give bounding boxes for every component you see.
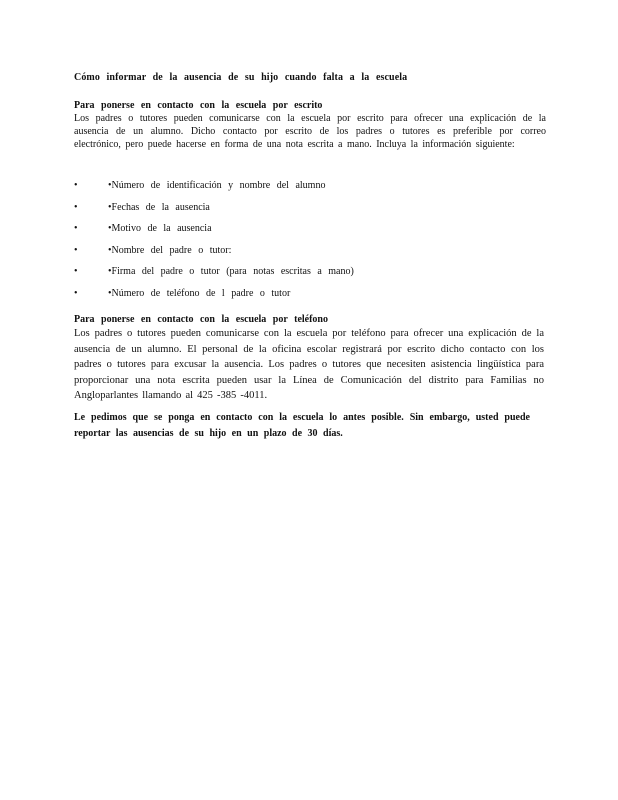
bullet-icon: • xyxy=(74,201,78,213)
list-item-text: •Número de identificación y nombre del alumno xyxy=(108,180,326,191)
bullet-icon: • xyxy=(74,266,78,277)
list-item-text: •Fechas de la ausencia xyxy=(108,201,210,213)
bullet-icon: • xyxy=(74,223,78,234)
document-title: Cómo informar de la ausencia de su hijo cuando falta a la escuela xyxy=(74,72,408,83)
list-item-text: •Motivo de la ausencia xyxy=(108,223,212,234)
section-phone-heading: Para ponerse en contacto con la escuela por teléfono xyxy=(74,314,328,325)
list-item-text: •Número de teléfono de l padre o tutor xyxy=(108,287,291,299)
bullet-icon: • xyxy=(74,287,78,299)
list-item-text: •Nombre del padre o tutor: xyxy=(108,244,232,256)
section-written-heading: Para ponerse en contacto con la escuela por escrito xyxy=(74,100,323,111)
bullet-icon: • xyxy=(74,180,78,191)
section-phone-body: Los padres o tutores pueden comunicarse con la escuela por teléfono para ofrecer una explicación de la ausencia de un alumno. El personal de la oficina escolar registrará por escrito dicho contacto con los padres o tutores para excusar la ausencia. Los padres o tutores que necesiten asistencia lingüística para proporcionar una nota escrita pueden usar la Línea de Comunicación del distrito para Familias no Angloparlantes llamando al 425 -385 -4011. xyxy=(74,328,544,401)
closing-note: Le pedimos que se ponga en contacto con la escuela lo antes posible. Sin embargo, usted puede reportar las ausencias de su hijo en un plazo de 30 días. xyxy=(74,412,530,439)
list-item-text: •Firma del padre o tutor (para notas escritas a mano) xyxy=(108,266,354,277)
bullet-icon: • xyxy=(74,244,78,256)
section-written-body: Los padres o tutores pueden comunicarse con la escuela por escrito para ofrecer una explicación de la ausencia de un alumno. Dicho contacto por escrito de los padres o tutores es preferible por correo electrónico, pero puede hacerse en forma de una nota escrita a mano. Incluya la información siguiente: xyxy=(74,113,546,150)
